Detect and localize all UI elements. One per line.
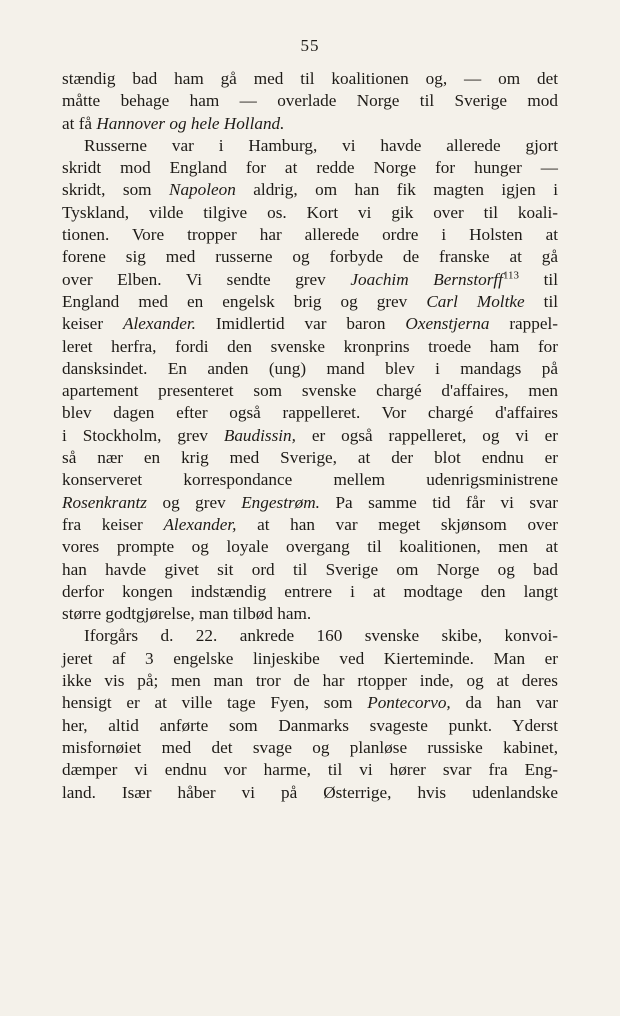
text-line xyxy=(62,469,558,491)
text-segment: så nær en krig med Sverige, at der blot endnu er xyxy=(62,448,558,468)
text-line xyxy=(62,336,558,358)
text-segment: over Elben. Vi sendte grev xyxy=(62,269,351,289)
text-segment: vores prompte og loyale overgang til koalitionen, men at xyxy=(62,537,558,557)
text-segment: at han var meget skjønsom over xyxy=(236,514,558,534)
text-line xyxy=(62,737,558,759)
text-segment: han havde givet sit ord til Sverige om Norge og bad xyxy=(62,559,558,579)
text-line xyxy=(62,113,558,135)
text-line xyxy=(62,380,558,402)
text-segment: dansksindet. En anden (ung) mand blev i mandags på xyxy=(62,358,558,378)
text-segment: at få xyxy=(62,113,97,133)
text-segment: land. Især håber vi på Østerrige, hvis udenlandske xyxy=(62,782,558,802)
text-segment: til xyxy=(519,269,558,289)
italic-name: Alexander, xyxy=(163,514,237,534)
italic-name: Joachim Bernstorff xyxy=(350,269,503,289)
text-line xyxy=(62,157,558,179)
text-segment: til xyxy=(524,291,558,311)
text-segment: måtte behage ham — overlade Norge til Sverige mod xyxy=(62,91,558,111)
text-segment: stændig bad ham gå med til koalitionen og, — om det xyxy=(62,69,558,88)
text-line xyxy=(62,402,558,424)
text-segment: fra keiser xyxy=(62,514,164,534)
text-segment: skridt mod England for at redde Norge for hunger — xyxy=(62,158,558,178)
text-line xyxy=(62,358,558,380)
text-line xyxy=(62,202,558,224)
text-line xyxy=(62,648,558,670)
footnote-ref: 113 xyxy=(502,268,520,281)
italic-name: Rosenkrantz xyxy=(62,492,147,512)
text-segment: keiser xyxy=(62,314,123,334)
text-line xyxy=(62,536,558,558)
text-segment: apartement presenteret som svenske chargé d'affaires, men xyxy=(62,381,558,401)
text-line xyxy=(62,559,558,581)
text-line xyxy=(62,625,558,647)
text-line xyxy=(62,179,558,201)
text-segment: er også rappelleret, og vi er xyxy=(295,425,558,445)
text-segment: dæmper vi endnu vor harme, til vi hører svar fra Eng- xyxy=(62,760,558,780)
text-segment: forene sig med russerne og forbyde de franske at gå xyxy=(62,247,558,267)
text-segment: jeret af 3 engelske linjeskibe ved Kierteminde. Man er xyxy=(62,648,558,668)
page-number: 55 xyxy=(300,36,320,55)
text-line xyxy=(62,246,558,268)
text-line xyxy=(62,68,558,90)
italic-name: Baudissin, xyxy=(223,425,296,445)
text-segment: England med en engelsk brig og grev xyxy=(62,291,427,311)
text-segment: rappel- xyxy=(489,314,558,334)
text-segment: blev dagen efter også rappelleret. Vor chargé d'affaires xyxy=(62,403,558,423)
text-line xyxy=(62,670,558,692)
text-segment: tionen. Vore tropper har allerede ordre i Holsten at xyxy=(62,225,558,245)
text-segment: og grev xyxy=(146,492,242,512)
italic-name: Oxenstjerna xyxy=(405,314,490,334)
text-segment: derfor kongen indstændig entrere i at modtage den langt xyxy=(62,581,558,601)
text-line xyxy=(62,425,558,447)
text-segment: større godtgjørelse, man tilbød ham. xyxy=(62,604,312,624)
italic-name: Hannover og hele Holland. xyxy=(96,113,285,133)
text-line xyxy=(62,313,558,335)
text-segment: Iforgårs d. 22. ankrede 160 svenske skibe, konvoi- xyxy=(84,626,558,646)
text-line xyxy=(62,135,558,157)
body-text xyxy=(62,68,558,804)
text-segment: Russerne var i Hamburg, vi havde allerede gjort xyxy=(84,135,558,155)
text-segment: her, altid anførte som Danmarks svageste punkt. Yderst xyxy=(62,715,558,735)
italic-name: Alexander. xyxy=(122,314,196,334)
text-segment: Tyskland, vilde tilgive os. Kort vi gik over til koali- xyxy=(62,202,558,222)
text-line xyxy=(62,715,558,737)
text-segment: ikke vis på; men man tror de har rtopper inde, og at deres xyxy=(62,671,558,691)
text-segment: aldrig, om han fik magten igjen i xyxy=(235,180,558,200)
text-segment: i Stockholm, grev xyxy=(62,425,224,445)
italic-name: Napoleon xyxy=(169,180,236,200)
text-segment: konserveret korrespondance mellem udenrigsministrene xyxy=(62,470,558,490)
text-segment: misfornøiet med det svage og planløse russiske kabinet, xyxy=(62,737,558,757)
text-line xyxy=(62,692,558,714)
text-line xyxy=(62,269,558,291)
text-line xyxy=(62,291,558,313)
text-segment: Pa samme tid får vi svar xyxy=(319,492,558,512)
text-line xyxy=(62,782,558,804)
text-segment: Imidlertid var baron xyxy=(195,314,406,334)
italic-name: Engestrøm. xyxy=(241,492,320,512)
text-line xyxy=(62,447,558,469)
text-line xyxy=(62,492,558,514)
text-line xyxy=(62,514,558,536)
text-segment: leret herfra, fordi den svenske kronprins troede ham for xyxy=(62,336,558,356)
text-line xyxy=(62,759,558,781)
text-segment: da han var xyxy=(450,693,558,713)
text-line xyxy=(62,90,558,112)
text-line xyxy=(62,224,558,246)
text-segment: skridt, som xyxy=(62,180,169,200)
text-segment: hensigt er at ville tage Fyen, som xyxy=(62,693,368,713)
italic-name: Carl Moltke xyxy=(426,291,525,311)
italic-name: Pontecorvo, xyxy=(367,693,451,713)
text-line xyxy=(62,581,558,603)
text-line xyxy=(62,603,558,625)
